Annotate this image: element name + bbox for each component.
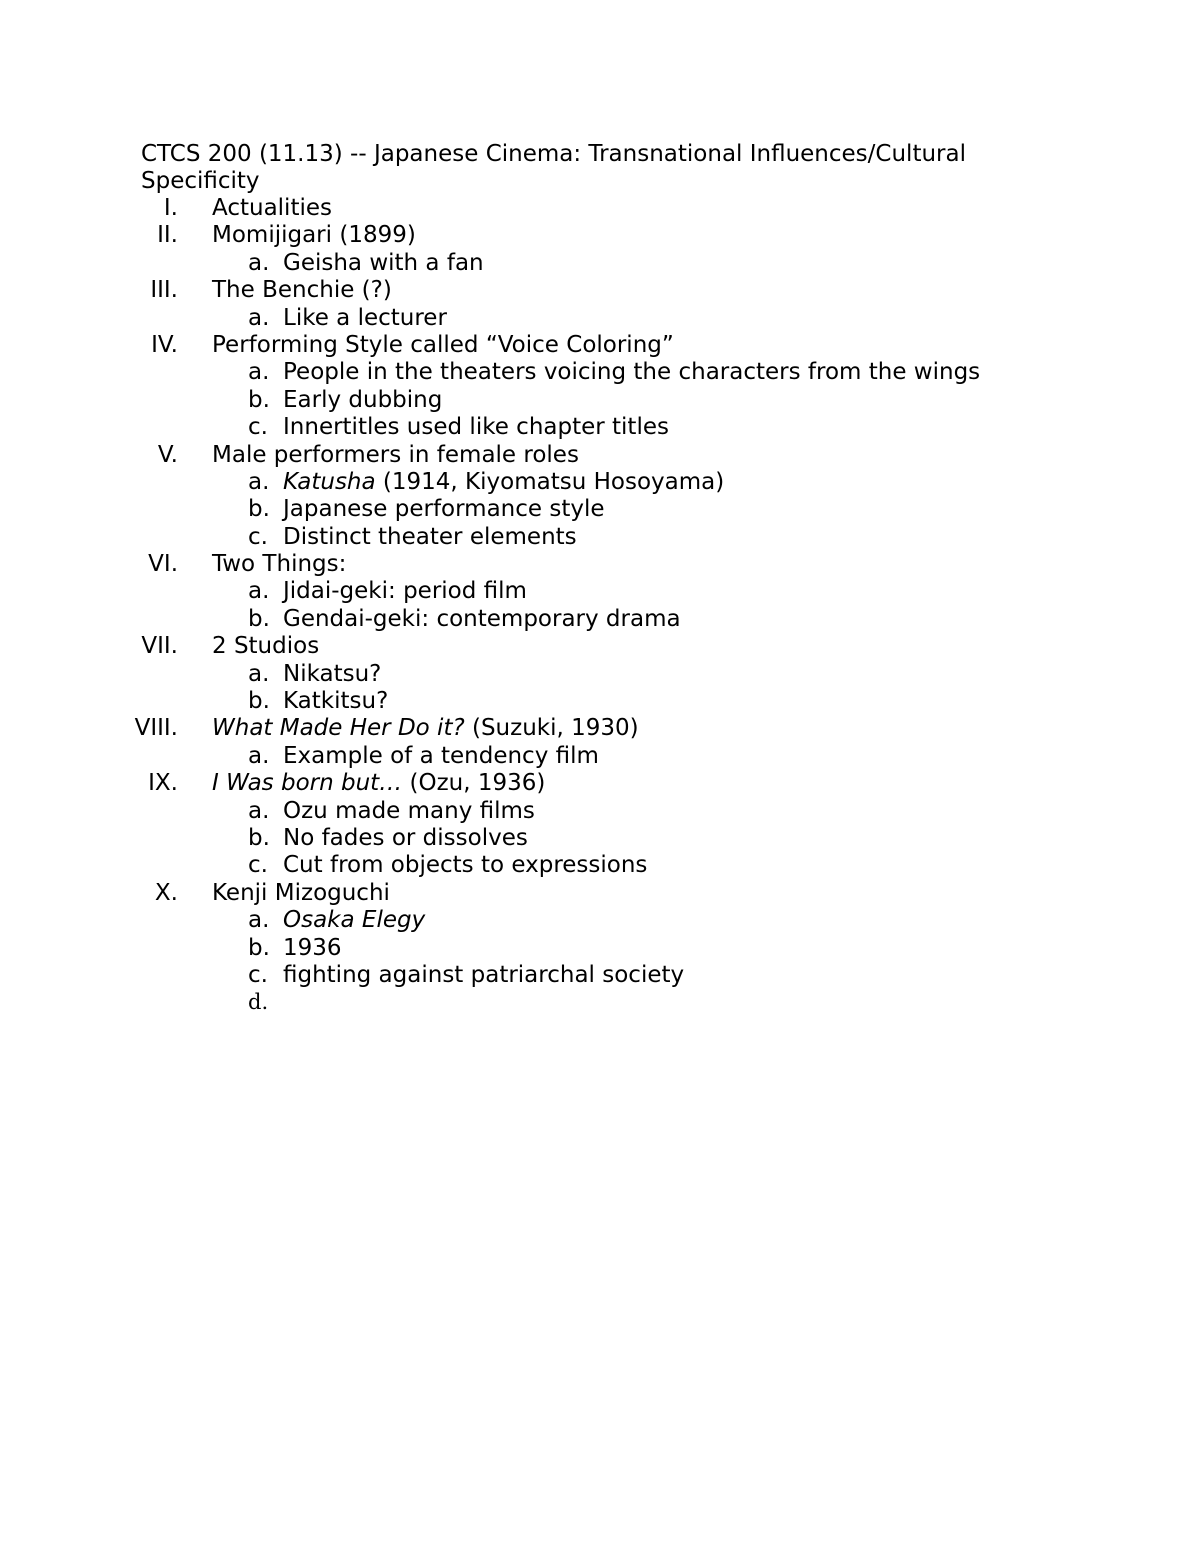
outline-subitem — [0, 496, 1200, 523]
subitem-text — [283, 606, 681, 633]
subitem-text — [283, 250, 484, 277]
outline-subitem — [0, 743, 1200, 770]
outline-section — [0, 880, 1200, 907]
section-heading-text: The Benchie (?) — [212, 277, 392, 304]
outline-subitem — [0, 907, 1200, 934]
outline-list — [0, 195, 1200, 1017]
section-heading — [212, 633, 319, 660]
outline-subitem — [0, 469, 1200, 496]
section-numeral: II. — [157, 222, 178, 249]
subitem-letter: c. — [248, 414, 268, 441]
subitem-letter: a. — [248, 578, 270, 605]
subitem-text-body: 1936 — [283, 934, 342, 961]
section-heading-text: (Suzuki, 1930) — [464, 715, 639, 742]
section-heading-text: Performing Style called “Voice Coloring” — [212, 331, 674, 358]
section-heading — [212, 222, 416, 249]
outline-subitem — [0, 798, 1200, 825]
outline-subitem — [0, 250, 1200, 277]
outline-subitem — [0, 414, 1200, 441]
section-heading — [212, 332, 674, 359]
document-title: CTCS 200 (11.13) -- Japanese Cinema: Transnational Influences/Cultural Specificity — [141, 141, 966, 194]
outline-section — [0, 633, 1200, 660]
outline-subitem — [0, 578, 1200, 605]
section-heading — [212, 195, 332, 222]
subitem-text — [283, 661, 381, 688]
subitem-text — [283, 414, 669, 441]
section-heading-text: Momijigari (1899) — [212, 222, 416, 249]
subitem-text-body: Nikatsu? — [283, 660, 382, 687]
section-heading — [212, 551, 346, 578]
subitem-text-body: Cut from objects to expressions — [283, 852, 648, 879]
subitem-text-body: fighting against patriarchal society — [283, 961, 685, 988]
subitem-letter: a. — [248, 304, 270, 331]
subitem-letter: c. — [248, 961, 268, 988]
section-heading-text: Actualities — [212, 195, 332, 221]
section-heading — [212, 770, 545, 797]
subitem-letter: c. — [248, 852, 268, 879]
outline-subitem — [0, 606, 1200, 633]
section-heading — [212, 277, 392, 304]
section-heading-text: Kenji Mizoguchi — [212, 879, 390, 906]
outline-subitem — [0, 962, 1200, 989]
section-heading-text: (Ozu, 1936) — [402, 770, 546, 797]
section-numeral: IV. — [151, 331, 178, 358]
outline-subitem — [0, 825, 1200, 852]
outline-section — [0, 551, 1200, 578]
subitem-text — [283, 743, 599, 770]
subitem-text-body: No fades or dissolves — [283, 824, 528, 851]
outline-section — [0, 715, 1200, 742]
subitem-text-body: Gendai-geki: contemporary drama — [283, 605, 681, 632]
outline-subitem — [0, 688, 1200, 715]
section-heading — [212, 880, 390, 907]
subitem-text — [283, 524, 577, 551]
outline-subitem — [0, 524, 1200, 551]
subitem-text — [283, 825, 528, 852]
subitem-letter: a. — [248, 249, 270, 276]
outline-subitem — [0, 852, 1200, 879]
subitem-letter: a. — [248, 797, 270, 824]
section-numeral: X. — [154, 879, 178, 906]
film-title: I Was born but… — [212, 770, 403, 797]
section-numeral: VII. — [141, 633, 178, 660]
subitem-text — [283, 688, 388, 715]
subitem-text-body: Geisha with a fan — [283, 249, 484, 276]
subitem-text-body: Early dubbing — [283, 386, 443, 413]
subitem-letter: c. — [248, 523, 268, 550]
outline-subitem — [0, 661, 1200, 688]
subitem-letter: b. — [248, 386, 270, 413]
subitem-letter: b. — [248, 934, 270, 961]
subitem-text-body: Jidai-geki: period film — [283, 578, 527, 605]
subitem-text-body: Innertitles used like chapter titles — [283, 414, 669, 441]
outline-subitem — [0, 387, 1200, 414]
subitem-text — [283, 798, 535, 825]
outline-section — [0, 195, 1200, 222]
outline-subitem — [0, 935, 1200, 962]
subitem-text — [283, 305, 447, 332]
subitem-text — [283, 469, 724, 496]
subitem-letter: a. — [248, 907, 270, 934]
outline-section — [0, 770, 1200, 797]
subitem-text — [283, 387, 442, 414]
subitem-text — [283, 852, 647, 879]
subitem-text — [283, 578, 527, 605]
outline-section — [0, 277, 1200, 304]
section-numeral: IX. — [148, 770, 178, 797]
subitem-letter: b. — [248, 824, 270, 851]
subitem-text-body: Example of a tendency film — [283, 742, 599, 769]
subitem-letter: b. — [248, 496, 270, 523]
subitem-text — [283, 962, 684, 989]
film-title: Katusha — [283, 468, 376, 495]
subitem-text-body: (1914, Kiyomatsu Hosoyama) — [375, 468, 725, 495]
subitem-text — [283, 496, 605, 523]
subitem-text-body: Ozu made many films — [283, 797, 535, 824]
subitem-text — [283, 935, 342, 962]
outline-section — [0, 332, 1200, 359]
section-numeral: VIII. — [134, 715, 178, 742]
subitem-letter: d. — [248, 990, 269, 1015]
subitem-letter: b. — [248, 605, 270, 632]
outline-section — [0, 442, 1200, 469]
subitem-letter: a. — [248, 468, 270, 495]
section-heading — [212, 442, 579, 469]
section-heading-text: Two Things: — [212, 551, 347, 578]
subitem-text — [283, 359, 980, 386]
section-numeral: I. — [163, 195, 178, 221]
subitem-letter: a. — [248, 742, 270, 769]
subitem-letter: a. — [248, 359, 270, 386]
section-heading-text: 2 Studios — [212, 633, 320, 660]
subitem-text-body: Katkitsu? — [283, 688, 389, 715]
section-numeral: III. — [150, 277, 178, 304]
outline-subitem — [0, 305, 1200, 332]
outline-section — [0, 222, 1200, 249]
document-page — [0, 141, 1200, 1017]
film-title: Osaka Elegy — [283, 907, 426, 934]
subitem-text-body: Like a lecturer — [283, 304, 447, 331]
subitem-text — [283, 907, 425, 934]
section-heading — [212, 715, 639, 742]
subitem-text-body: Japanese performance style — [283, 496, 605, 523]
film-title: What Made Her Do it? — [212, 715, 465, 742]
outline-subitem — [0, 359, 1200, 386]
section-numeral: V. — [157, 441, 178, 468]
subitem-letter: a. — [248, 660, 270, 687]
outline-subitem — [0, 989, 1200, 1016]
section-heading-text: Male performers in female roles — [212, 441, 579, 468]
subitem-letter: b. — [248, 688, 270, 715]
section-numeral: VI. — [148, 551, 178, 578]
subitem-text-body: People in the theaters voicing the characters from the wings — [283, 359, 981, 386]
subitem-text-body: Distinct theater elements — [283, 523, 577, 550]
